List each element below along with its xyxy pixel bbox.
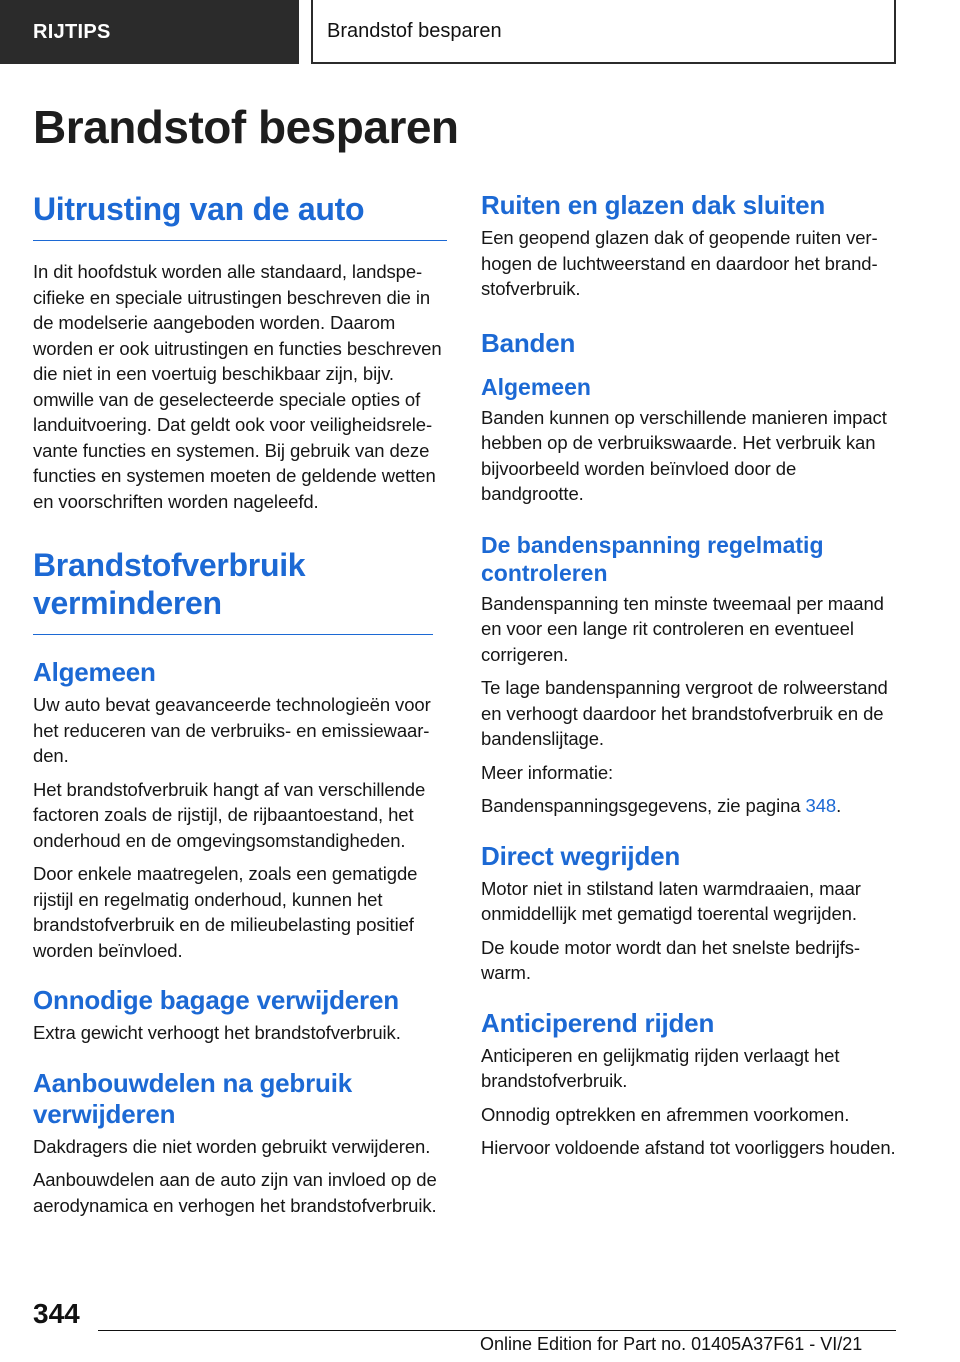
heading-tyres-general: Algemeen [481, 373, 591, 400]
heading-reduce-consumption: Brandstofverbruik verminderen [33, 546, 433, 635]
left-column [33, 190, 447, 1226]
paragraph-reference [481, 793, 899, 819]
paragraph-pressure-2: Te lage bandenspanning vergroot de rolweerstand en verhoogt daardoor het brandstofverbruik en de bandenslijtage. [481, 677, 888, 749]
reference-end: . [836, 795, 842, 816]
paragraph-anticipate-1: Anticiperen en gelijkmatig rijden verlaagt het brandstofverbruik. [481, 1044, 840, 1091]
paragraph-tyres-general: Banden kunnen op verschillende manieren impact hebben op de verbruikswaarde. Het verbruik kan bijvoorbeeld worden beïnvloed door de bandgrootte. [481, 406, 887, 504]
paragraph-windows: Een geopend glazen dak of geopende ruiten verhogen de luchtweerstand en daardoor het brandstofverbruik. [481, 227, 878, 299]
footer-divider [98, 1330, 896, 1331]
header-chapter-tab [311, 0, 896, 64]
paragraph-pressure-1: Bandenspanning ten minste tweemaal per maand en voor een lange rit controleren en eventueel corrigeren. [481, 592, 884, 665]
paragraph-general-3: Door enkele maatregelen, zoals een gematigde rijstijl en regelmatig onderhoud, kunnen het brandstofverbruik en de milieubelasting positief worden beïnvloed. [33, 863, 418, 961]
paragraph-equipment: In dit hoofdstuk worden alle standaard, landspecifieke en speciale uitrustingen beschreven die in de modelserie aangeboden worden. Daarom worden er ook uitrustingen en functies beschreven die niet in een voertuig beschikbaar zijn, bijv. omwille van de geselecteerde speciale opties of landuitvoering. Dat geldt ook voor veiligheidsrelevante functies en systemen. Bij gebruik van deze functies en systemen moeten de geldende wetten en voorschriften worden nageleefd. [33, 261, 442, 512]
paragraph-anticipate-2: Onnodig optrekken en afremmen voorkomen. [481, 1103, 850, 1125]
paragraph-drive-off-1: Motor niet in stilstand laten warmdraaien, maar onmiddellijk met gematigd toerental wegrijden. [481, 877, 861, 924]
paragraph-more-info: Meer informatie: [481, 761, 614, 783]
paragraph-drive-off-2: De koude motor wordt dan het snelste bedrijfswarm. [481, 936, 861, 983]
header-section-tab [0, 0, 299, 64]
heading-drive-off: Direct wegrijden [481, 840, 681, 871]
heading-anticipate: Anticiperend rijden [481, 1007, 715, 1038]
footer-edition: Online Edition for Part no. 01405A37F61 - VI/21 [480, 1334, 863, 1354]
paragraph-anticipate-3: Hiervoor voldoende afstand tot voorliggers houden. [481, 1137, 896, 1158]
page-reference-link[interactable]: 348 [805, 795, 837, 816]
header-section-label: RIJTIPS [33, 20, 111, 43]
page-number: 344 [33, 1298, 80, 1329]
heading-equipment: Uitrusting van de auto [33, 190, 447, 241]
right-column [481, 190, 899, 1169]
heading-attachments: Aanbouwdelen na gebruik verwijderen [33, 1067, 352, 1129]
paragraph-attachments-2: Aanbouwdelen aan de auto zijn van invloed op de aerodynamica en verhogen het brandstofverbruik. [33, 1169, 437, 1216]
paragraph-luggage: Extra gewicht verhoogt het brandstofverbruik. [33, 1022, 401, 1043]
heading-luggage: Onnodige bagage verwijderen [33, 985, 399, 1015]
heading-general: Algemeen [33, 657, 156, 687]
heading-tyre-pressure: De bandenspanning regelmatig controleren [481, 531, 824, 586]
reference-text: Bandenspanningsgegevens, zie pagina [481, 795, 806, 816]
page-title: Brandstof besparen [33, 101, 459, 153]
paragraph-general-2: Het brandstofverbruik hangt af van verschillende factoren zoals de rijstijl, de rijbaantoestand, het onderhoud en de omgevingsomstandigheden. [33, 778, 426, 851]
heading-tyres: Banden [481, 327, 576, 358]
paragraph-general-1: Uw auto bevat geavanceerde technologieën voor het reduceren van de verbruiks- en emissiewaarden. [33, 694, 431, 766]
header-chapter-label: Brandstof besparen [327, 19, 502, 42]
heading-windows: Ruiten en glazen dak sluiten [481, 190, 826, 220]
paragraph-attachments-1: Dakdragers die niet worden gebruikt verwijderen. [33, 1135, 431, 1157]
